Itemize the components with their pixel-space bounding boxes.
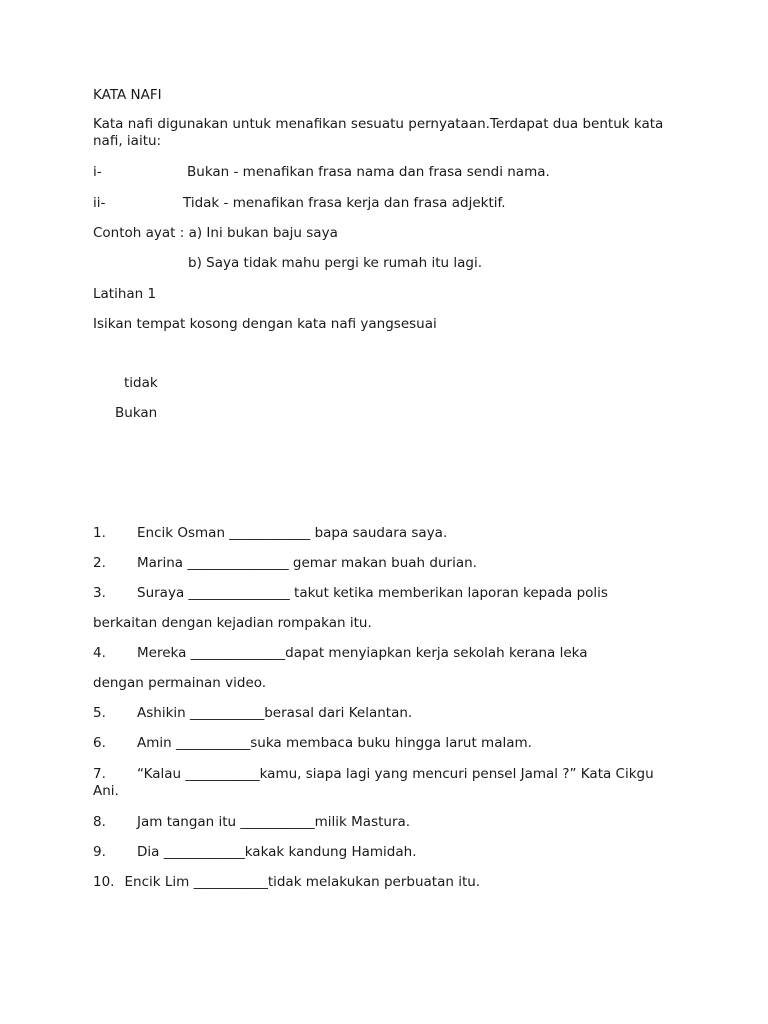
question-text: Suraya _______________ takut ketika memberikan laporan kepada polis <box>137 585 608 601</box>
form-text: Tidak - menafikan frasa kerja dan frasa adjektif. <box>183 195 506 211</box>
question-number: 1. <box>93 525 106 541</box>
word-bank-item: Bukan <box>115 405 158 421</box>
question-text: Mereka ______________dapat menyiapkan kerja sekolah kerana leka <box>137 645 588 661</box>
form-item-1 <box>93 164 550 181</box>
question-continuation: berkaitan dengan kejadian rompakan itu. <box>93 615 372 631</box>
question-item <box>93 525 448 542</box>
question-continuation: dengan permainan video. <box>93 675 267 691</box>
question-number: 2. <box>93 555 106 571</box>
exercise-instruction: Isikan tempat kosong dengan kata nafi yangsesuai <box>93 316 437 332</box>
form-text: Bukan - menafikan frasa nama dan frasa sendi nama. <box>187 164 550 180</box>
form-item-2 <box>93 195 506 212</box>
exercise-title: Latihan 1 <box>93 286 157 302</box>
question-text: Marina _______________ gemar makan buah durian. <box>137 555 477 571</box>
question-item <box>93 844 417 861</box>
example-line-a: Contoh ayat : a) Ini bukan baju saya <box>93 225 338 241</box>
question-item <box>93 874 480 891</box>
question-text: Dia ____________kakak kandung Hamidah. <box>137 844 417 860</box>
question-number: 4. <box>93 645 106 661</box>
intro-paragraph: Kata nafi digunakan untuk menafikan sesuatu pernyataan.Terdapat dua bentuk kata nafi, iaitu: <box>93 116 664 149</box>
question-item <box>93 735 532 752</box>
question-item <box>93 766 683 800</box>
question-number: 7. <box>93 766 106 782</box>
question-text: Amin ___________suka membaca buku hingga larut malam. <box>137 735 532 751</box>
question-item <box>93 814 411 831</box>
example-line-b: b) Saya tidak mahu pergi ke rumah itu lagi. <box>188 255 482 271</box>
question-text: Encik Osman ____________ bapa saudara saya. <box>137 525 448 541</box>
question-number: 6. <box>93 735 106 751</box>
question-number: 10. <box>93 874 115 890</box>
document-title: KATA NAFI <box>93 87 162 103</box>
form-number: ii- <box>93 195 106 211</box>
question-number: 8. <box>93 814 106 830</box>
question-text: Encik Lim ___________tidak melakukan perbuatan itu. <box>124 874 481 890</box>
question-number: 5. <box>93 705 106 721</box>
question-item <box>93 705 413 722</box>
word-bank-item: tidak <box>124 375 158 391</box>
question-text: Jam tangan itu ___________milik Mastura. <box>137 814 411 830</box>
question-number: 9. <box>93 844 106 860</box>
question-number: 3. <box>93 585 106 601</box>
question-item <box>93 555 477 572</box>
form-number: i- <box>93 164 102 180</box>
question-text: Ashikin ___________berasal dari Kelantan. <box>137 705 413 721</box>
question-text: “Kalau ___________kamu, siapa lagi yang mencuri pensel Jamal ?” Kata Cikgu Ani. <box>93 766 654 799</box>
question-item <box>93 645 588 662</box>
question-item <box>93 585 608 602</box>
